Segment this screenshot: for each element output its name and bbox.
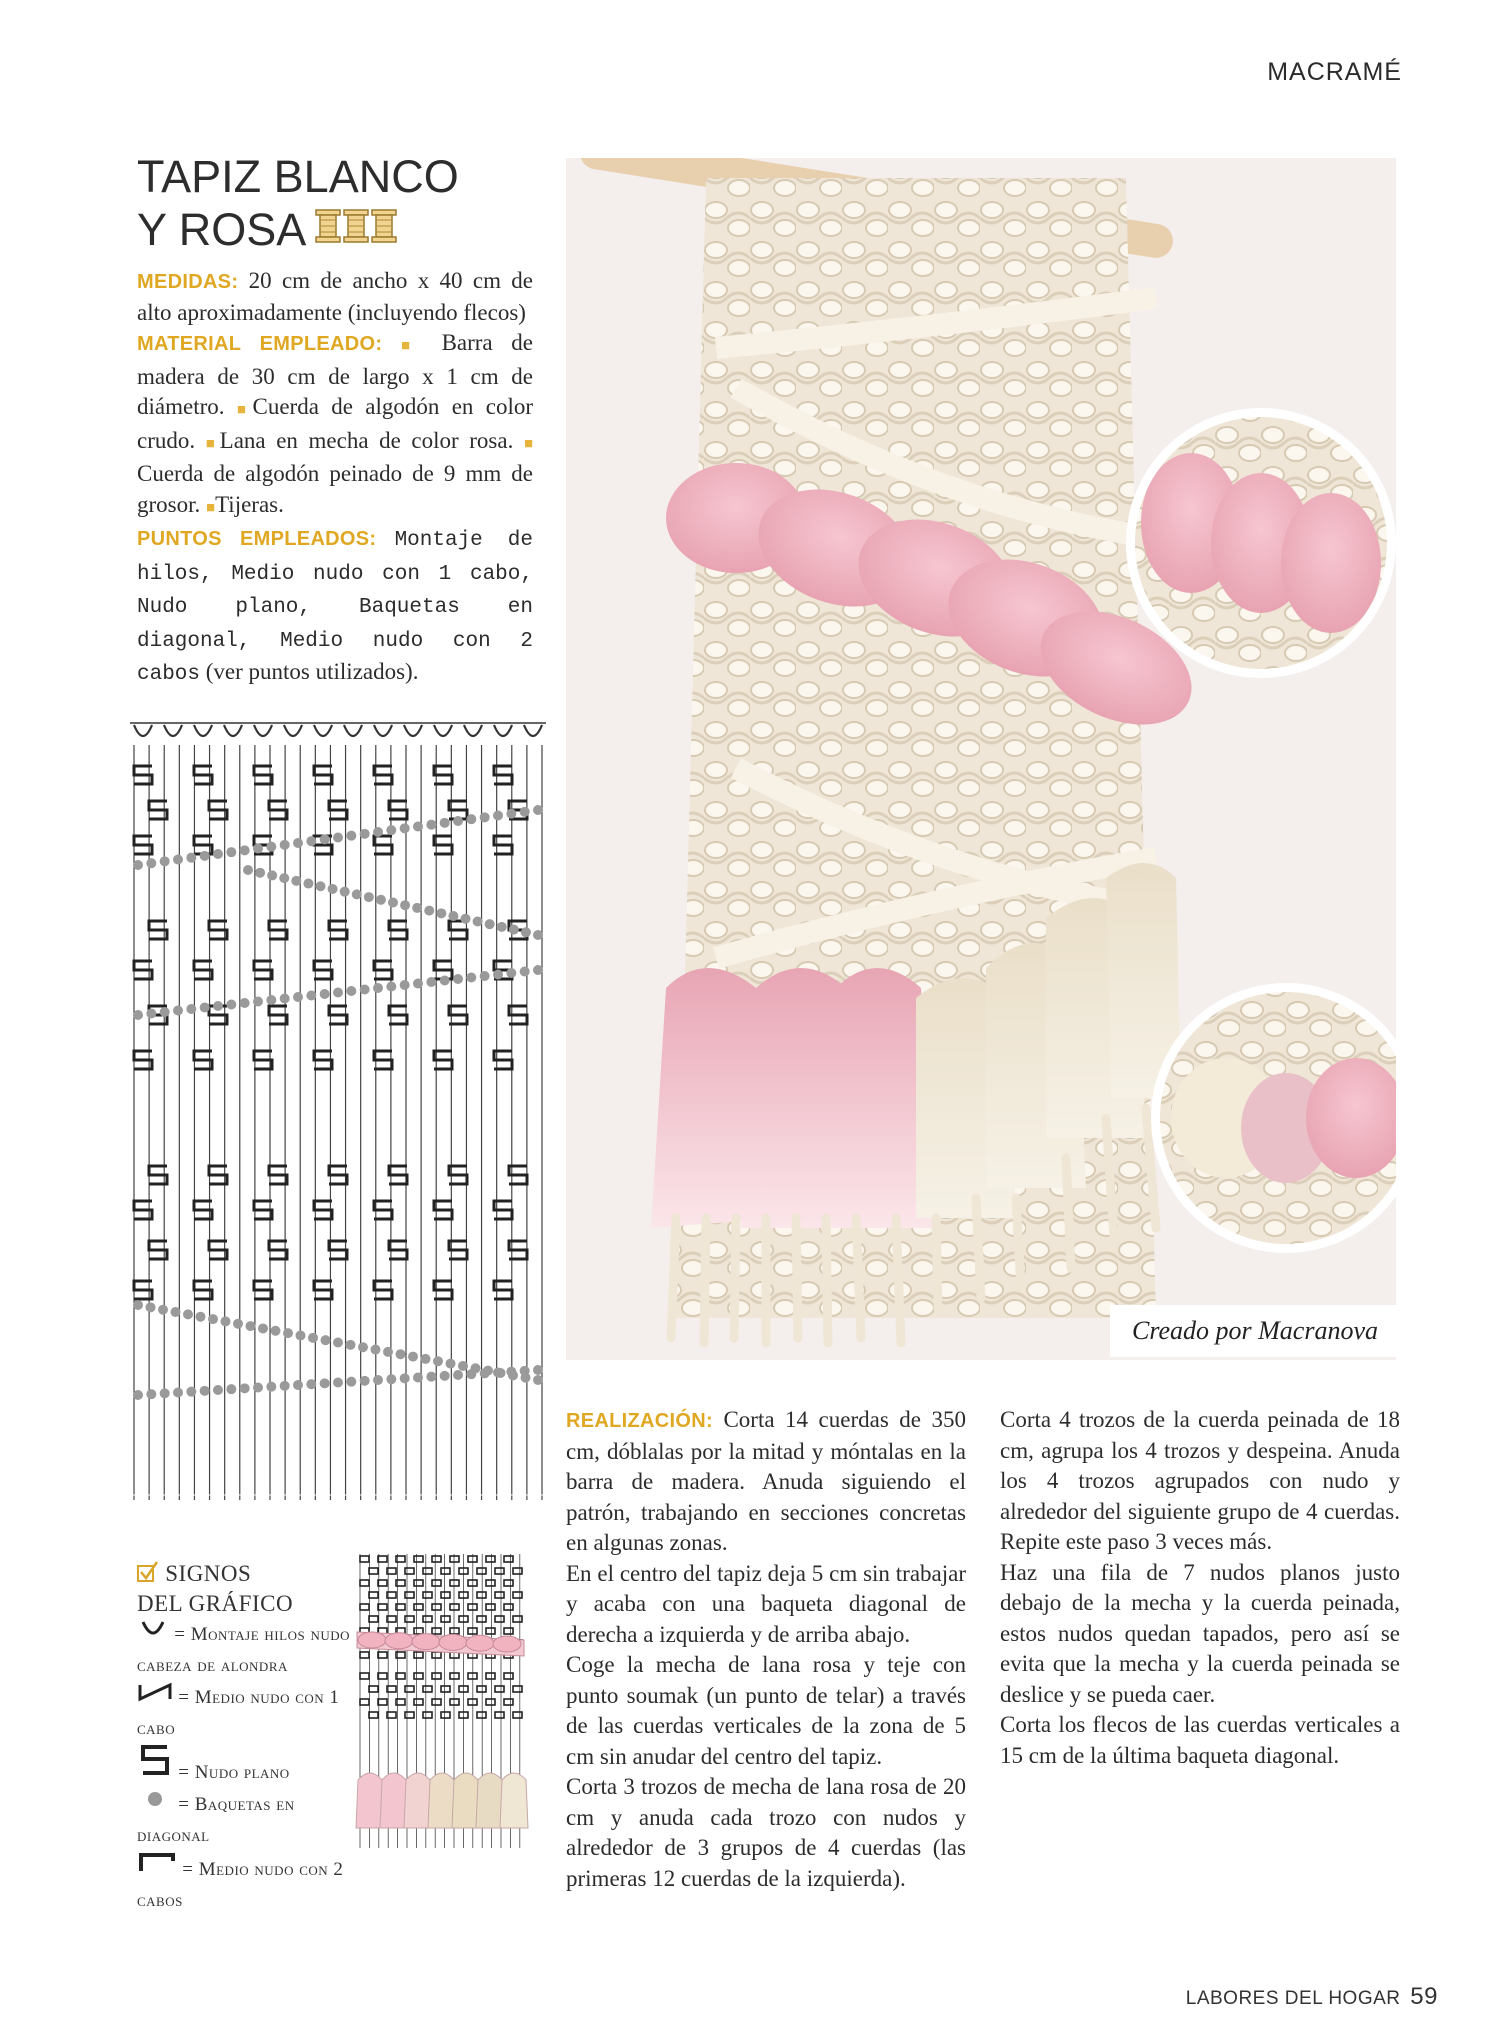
diagonal-bar-dot <box>240 998 250 1008</box>
legend-item: = Montaje hilos nudo cabeza de alondra <box>137 1624 351 1676</box>
title-line-2: Y ROSA <box>137 204 307 255</box>
diagonal-bar-dot <box>346 831 356 841</box>
diagonal-bar-dot <box>158 1305 168 1315</box>
puntos-note: (ver puntos utilizados). <box>205 659 419 684</box>
flat-knot-mark <box>269 1241 287 1259</box>
realizacion-label: REALIZACIÓN: <box>566 1410 713 1432</box>
diagonal-bar-dot <box>346 1340 356 1350</box>
diagonal-bar-dot <box>413 1373 423 1383</box>
diagonal-bar-dot <box>373 1375 383 1385</box>
bracket-symbol-icon <box>137 1859 177 1880</box>
diagonal-bar-dot <box>466 973 476 983</box>
diagonal-bar-dot <box>213 1385 223 1395</box>
flat-knot-mark <box>374 961 392 979</box>
diagonal-bar-dot <box>473 916 483 926</box>
pattern-diagram <box>128 715 548 1505</box>
page-footer <box>1186 1983 1438 2011</box>
diagonal-bar-dot <box>340 887 350 897</box>
diagonal-bar-dot <box>306 836 316 846</box>
diagonal-bar-dot <box>333 1378 343 1388</box>
instructions-column-2 <box>1000 1405 1400 1771</box>
diagonal-bar-dot <box>146 1009 156 1019</box>
diagonal-bar-dot <box>408 1352 418 1362</box>
diagonal-bar-dot <box>373 827 383 837</box>
diagonal-bar-dot <box>346 986 356 996</box>
flat-knot-mark <box>374 766 392 784</box>
diagonal-bar-dot <box>493 970 503 980</box>
flat-knot-mark <box>329 801 347 819</box>
diagonal-bar-dot <box>208 1314 218 1324</box>
diagonal-bar-dot <box>509 925 519 935</box>
diagonal-bar-dot <box>200 1386 210 1396</box>
diagonal-bar-dot <box>320 834 330 844</box>
diagonal-bar-dot <box>320 989 330 999</box>
magazine-name: LABORES DEL HOGAR <box>1185 1988 1401 2009</box>
flat-knot-mark <box>329 921 347 939</box>
step-paragraph: Haz una fila de 7 nudos planos justo debajo de la mecha y la cuerda peinada, estos nudos quedan tapados, pero así se evita que la mecha y la cuerda peinada se deslice y se pueda caer. <box>1000 1559 1400 1707</box>
diagonal-bar-dot <box>186 853 196 863</box>
diagonal-bar-dot <box>506 1367 516 1377</box>
flat-knot-mark <box>314 766 332 784</box>
material-item: Cuerda de algodón en color crudo. <box>137 394 534 453</box>
flat-knot-mark <box>269 1166 287 1184</box>
flat-knot-mark <box>269 801 287 819</box>
diagonal-bar-dot <box>146 1389 156 1399</box>
diagonal-bar-dot <box>386 825 396 835</box>
diagonal-bar-dot <box>364 892 374 902</box>
step-paragraph: Corta 3 trozos de mecha de lana rosa de 20 cm y anuda cada trozo con nudos y alrededor de 3 grupos de 4 cuerdas (las primeras 12 cuerdas de la izquierda). <box>566 1774 966 1891</box>
diagonal-bar-dot <box>255 868 265 878</box>
diagonal-bar-dot <box>480 1368 490 1378</box>
diagonal-bar-dot <box>533 805 543 815</box>
diagonal-bar-dot <box>328 884 338 894</box>
diagonal-bar-dot <box>412 903 422 913</box>
diagonal-bar-dot <box>266 995 276 1005</box>
material-label: MATERIAL EMPLEADO: <box>137 333 383 355</box>
step-paragraph: Corta los flecos de las cuerdas verticales a 15 cm de la última baqueta diagonal. <box>1000 1712 1400 1768</box>
diagonal-bar-dot <box>243 865 253 875</box>
material-item: Tijeras. <box>215 491 284 517</box>
flat-knot-mark <box>329 1006 347 1024</box>
product-photo <box>566 158 1396 1360</box>
diagonal-bar-dot <box>303 879 313 889</box>
diagonal-bar-dot <box>316 881 326 891</box>
diagonal-bar-dot <box>160 1007 170 1017</box>
diagonal-bar-dot <box>480 812 490 822</box>
diagonal-bar-dot <box>146 1302 156 1312</box>
diagonal-bar-dot <box>400 823 410 833</box>
flat-knot-mark <box>389 801 407 819</box>
spool-icon <box>314 203 398 256</box>
diagonal-bar-dot <box>440 818 450 828</box>
diagonal-bar-dot <box>413 822 423 832</box>
diagonal-bar-dot <box>291 876 301 886</box>
diagonal-bar-dot <box>383 1347 393 1357</box>
diagonal-bar-dot <box>360 1376 370 1386</box>
diagonal-bar-dot <box>440 1371 450 1381</box>
diagonal-bar-dot <box>376 895 386 905</box>
diagonal-bar-dot <box>388 898 398 908</box>
flat-knot-mark <box>254 1051 272 1069</box>
flat-knot-mark <box>329 1166 347 1184</box>
diagonal-bar-dot <box>160 1388 170 1398</box>
diagonal-bar-dot <box>421 1354 431 1364</box>
material-item: Cuerda de algodón peinado de 9 mm de grosor. <box>137 461 533 517</box>
diagonal-bar-dot <box>533 965 543 975</box>
diagonal-bar-dot <box>453 816 463 826</box>
instructions-column-1 <box>566 1405 966 1894</box>
zigzag-symbol-icon <box>137 1687 173 1708</box>
diagonal-bar-dot <box>186 1004 196 1014</box>
diagonal-bar-dot <box>133 1300 143 1310</box>
diagonal-bar-dot <box>521 927 531 937</box>
diagonal-bar-dot <box>293 838 303 848</box>
flat-knot-mark <box>389 1006 407 1024</box>
material-item: Barra de madera de 30 cm de largo x 1 cm de diámetro. <box>137 330 533 419</box>
diagonal-bar-dot <box>497 922 507 932</box>
puntos-label: PUNTOS EMPLEADOS: <box>137 528 377 550</box>
step-paragraph: Corta 14 cuerdas de 350 cm, dóblalas por la mitad y móntalas en la barra de madera. Anuda siguiendo el patrón, trabajando en secciones concretas en algunas zonas. <box>566 1407 967 1555</box>
diagonal-bar-dot <box>226 1384 236 1394</box>
checkbox-icon <box>137 1561 159 1590</box>
flat-knot-mark <box>374 1201 392 1219</box>
title-line-1: TAPIZ BLANCO <box>137 151 459 202</box>
diagonal-bar-dot <box>413 979 423 989</box>
legend-item: = Medio nudo con 1 cabo <box>137 1687 340 1739</box>
legend-item: = Nudo plano <box>178 1762 290 1783</box>
flat-knot-mark <box>254 961 272 979</box>
diagonal-bar-dot <box>533 930 543 940</box>
flat-knot-mark <box>374 1281 392 1299</box>
diagonal-bar-dot <box>266 1382 276 1392</box>
flat-knot-mark <box>314 1281 332 1299</box>
diagonal-bar-dot <box>233 1319 243 1329</box>
diagonal-bar-dot <box>200 1003 210 1013</box>
page-number: 59 <box>1410 1983 1438 2010</box>
diagonal-bar-dot <box>171 1307 181 1317</box>
diagonal-bar-dot <box>160 856 170 866</box>
diagonal-bar-dot <box>386 982 396 992</box>
diagonal-bar-dot <box>533 1365 543 1375</box>
diagonal-bar-dot <box>493 1368 503 1378</box>
diagonal-bar-dot <box>271 1326 281 1336</box>
flat-knot-mark <box>254 766 272 784</box>
diagonal-bar-dot <box>448 911 458 921</box>
diagonal-bar-dot <box>400 900 410 910</box>
diagonal-bar-dot <box>424 906 434 916</box>
diagonal-bar-dot <box>213 849 223 859</box>
diagonal-bar-dot <box>133 1390 143 1400</box>
specs-block: MEDIDAS: 20 cm de ancho x 40 cm de alto aproximadamente (incluyendo flecos) MATERIAL EMPLEADO: ■ Barra de madera de 30 cm de largo x 1 cm de diámetro. ■Cuerda de algodón en color crudo. ■Lana en mecha de color rosa. ■ Cuerda de algodón peinado de 9 mm de grosor. ■Tijeras. PUNTOS EMPLEADOS: Montaje de hilos, Medio nudo con 1 cabo, Nudo plano, Baquetas en diagonal, Medio nudo con 2 cabos (ver puntos utilizados). <box>137 268 534 686</box>
diagonal-bar-dot <box>371 1345 381 1355</box>
diagonal-bar-dot <box>173 1388 183 1398</box>
flat-knot-mark <box>389 921 407 939</box>
flat-knot-mark <box>389 1166 407 1184</box>
diagonal-bar-dot <box>373 983 383 993</box>
step-paragraph: Corta 4 trozos de la cuerda peinada de 18 cm, agrupa los 4 trozos y despeina. Anuda los 4 trozos agrupados con nudo y alrededor del siguiente grupo de 4 cuerdas. Repite este paso 3 veces más. <box>1000 1407 1400 1554</box>
diagonal-bar-dot <box>240 845 250 855</box>
diagonal-bar-dot <box>466 1369 476 1379</box>
diagonal-bar-dot <box>533 1375 543 1385</box>
medidas-text: 20 cm de ancho x 40 cm de alto aproximadamente (incluyendo flecos) <box>137 268 534 325</box>
diagonal-bar-dot <box>333 1338 343 1348</box>
diagonal-bar-dot <box>280 1381 290 1391</box>
diagonal-bar-dot <box>280 840 290 850</box>
pattern-symbols <box>133 725 543 1500</box>
section-tag: MACRAMÉ <box>1267 58 1402 86</box>
diagonal-bar-dot <box>283 1328 293 1338</box>
flat-knot-mark <box>254 1201 272 1219</box>
diagonal-bar-dot <box>183 1309 193 1319</box>
diagonal-bar-dot <box>485 919 495 929</box>
flat-knot-mark <box>329 1241 347 1259</box>
diagonal-bar-dot <box>333 833 343 843</box>
diagonal-bar-dot <box>321 1335 331 1345</box>
dot-symbol-icon <box>137 1794 173 1815</box>
flat-knot-mark <box>374 836 392 854</box>
legend-item: = Baquetas en diagonal <box>137 1794 295 1846</box>
flat-knot-mark <box>269 921 287 939</box>
diagonal-bar-dot <box>246 1321 256 1331</box>
diagonal-bar-dot <box>506 968 516 978</box>
diagonal-bar-dot <box>253 997 263 1007</box>
diagonal-bar-dot <box>440 976 450 986</box>
material-item: Lana en mecha de color rosa. <box>219 427 514 453</box>
diagonal-bar-dot <box>520 1366 530 1376</box>
step-paragraph: En el centro del tapiz deja 5 cm sin trabajar y acaba con una baqueta diagonal de derecha a izquierda y de arriba abajo. <box>566 1560 966 1647</box>
diagonal-bar-dot <box>426 820 436 830</box>
s-knot-symbol-icon <box>137 1762 173 1783</box>
diagonal-bar-dot <box>360 829 370 839</box>
diagonal-bar-dot <box>173 1006 183 1016</box>
diagonal-bar-dot <box>453 974 463 984</box>
diagonal-bar-dot <box>280 994 290 1004</box>
legend <box>137 1560 352 1916</box>
diagonal-bar-dot <box>221 1316 231 1326</box>
diagonal-bar-dot <box>146 858 156 868</box>
flat-knot-mark <box>389 1241 407 1259</box>
diagonal-bar-dot <box>306 1379 316 1389</box>
diagonal-bar-dot <box>520 967 530 977</box>
diagonal-bar-dot <box>240 1383 250 1393</box>
diagonal-bar-dot <box>436 908 446 918</box>
diagonal-bar-dot <box>426 977 436 987</box>
diagonal-bar-dot <box>426 1372 436 1382</box>
diagonal-bar-dot <box>133 1010 143 1020</box>
diagonal-bar-dot <box>200 851 210 861</box>
diagonal-bar-dot <box>226 847 236 857</box>
diagonal-bar-dot <box>196 1312 206 1322</box>
legend-heading: SIGNOS <box>165 1561 252 1586</box>
colored-pattern-diagram <box>352 1548 530 1863</box>
diagonal-bar-dot <box>320 1378 330 1388</box>
flat-knot-mark <box>314 961 332 979</box>
diagonal-bar-dot <box>480 971 490 981</box>
puntos-text: Montaje de hilos, Medio nudo con 1 cabo, Nudo plano, Baquetas en diagonal, Medio nudo con 2 cabos <box>137 529 533 686</box>
photo-credit: Creado por Macranova <box>1110 1305 1400 1357</box>
diagonal-bar-dot <box>266 842 276 852</box>
diagonal-bar-dot <box>267 870 277 880</box>
diagonal-bar-dot <box>173 855 183 865</box>
diagonal-bar-dot <box>296 1330 306 1340</box>
diagonal-bar-dot <box>293 992 303 1002</box>
diagonal-bar-dot <box>461 914 471 924</box>
diagonal-bar-dot <box>506 809 516 819</box>
diagonal-bar-dot <box>308 1333 318 1343</box>
diagonal-bar-dot <box>253 844 263 854</box>
diagonal-bar-dot <box>213 1001 223 1011</box>
diagonal-bar-dot <box>352 889 362 899</box>
step-paragraph: Coge la mecha de lana rosa y teje con punto soumak (un punto de telar) a través de las cuerdas verticales de la zona de 5 cm sin anudar del centro del tapiz. <box>566 1652 966 1769</box>
diagonal-bar-dot <box>226 1000 236 1010</box>
diagonal-bar-dot <box>253 1383 263 1393</box>
diagonal-bar-dot <box>520 807 530 817</box>
diagonal-bar-dot <box>258 1323 268 1333</box>
diagonal-bar-dot <box>279 873 289 883</box>
cup-symbol-icon <box>137 1624 169 1645</box>
flat-knot-mark <box>374 1051 392 1069</box>
diagonal-bar-dot <box>400 1373 410 1383</box>
medidas-label: MEDIDAS: <box>137 271 239 293</box>
diagonal-bar-dot <box>358 1342 368 1352</box>
flat-knot-mark <box>254 1281 272 1299</box>
legend-heading-2: DEL GRÁFICO <box>137 1591 294 1616</box>
flat-knot-mark <box>314 1051 332 1069</box>
diagonal-bar-dot <box>133 860 143 870</box>
diagonal-bar-dot <box>386 1374 396 1384</box>
diagonal-bar-dot <box>466 814 476 824</box>
diagonal-bar-dot <box>333 988 343 998</box>
diagonal-bar-dot <box>360 985 370 995</box>
diagonal-bar-dot <box>293 1380 303 1390</box>
diagonal-bar-dot <box>400 980 410 990</box>
diagonal-bar-dot <box>453 1370 463 1380</box>
diagonal-bar-dot <box>186 1387 196 1397</box>
diagonal-bar-dot <box>458 1361 468 1371</box>
diagonal-bar-dot <box>446 1359 456 1369</box>
diagonal-bar-dot <box>433 1356 443 1366</box>
diagonal-bar-dot <box>493 811 503 821</box>
flat-knot-mark <box>314 1201 332 1219</box>
diagonal-bar-dot <box>306 991 316 1001</box>
diagonal-bar-dot <box>346 1377 356 1387</box>
legend-item: = Medio nudo con 2 cabos <box>137 1859 344 1911</box>
article-title <box>137 150 459 256</box>
diagonal-bar-dot <box>396 1349 406 1359</box>
flat-knot-mark <box>269 1006 287 1024</box>
